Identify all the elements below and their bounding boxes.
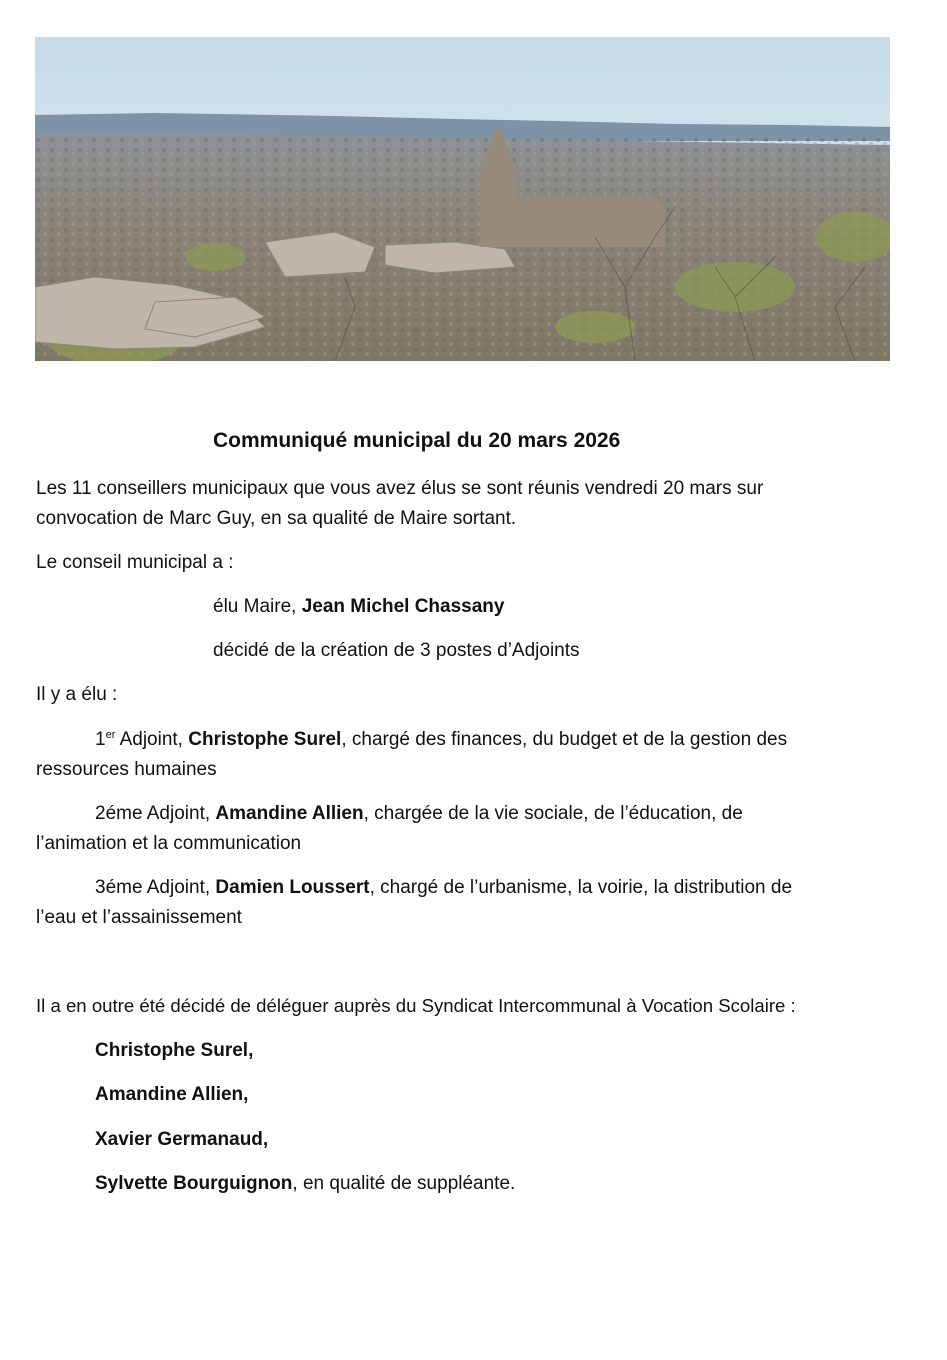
adjoint-1-line2: ressources humaines xyxy=(36,759,217,780)
adjoint-name: Damien Loussert xyxy=(215,877,370,898)
delegate-item xyxy=(95,1080,248,1110)
adjoint-1-line1 xyxy=(95,725,787,755)
council-line: Le conseil municipal a : xyxy=(36,552,234,573)
adjoint-label: Adjoint, xyxy=(142,803,216,824)
delegate-item xyxy=(95,1169,515,1199)
adjoint-role: , chargé des finances, du budget et de la gestion des xyxy=(341,729,788,750)
delegation-line: Il a en outre été décidé de déléguer auprès du Syndicat Intercommunal à Vocation Scolaire : xyxy=(36,995,796,1016)
delegate-name: Amandine Allien, xyxy=(95,1084,249,1105)
delegate-name: Sylvette Bourguignon xyxy=(95,1173,293,1194)
header-photo xyxy=(35,37,890,361)
adjoint-role: , chargée de la vie sociale, de l’éducation, de xyxy=(363,803,743,824)
adjoint-label: Adjoint, xyxy=(115,729,189,750)
adjoint-number: 3éme xyxy=(95,877,143,898)
page-title: Communiqué municipal du 20 mars 2026 xyxy=(213,429,621,452)
adjoint-2-line2: l’animation et la communication xyxy=(36,833,302,854)
delegate-item xyxy=(95,1036,253,1066)
adjoint-sup: er xyxy=(105,729,116,741)
decision-line: décidé de la création de 3 postes d’Adjoints xyxy=(213,640,580,661)
delegate-item xyxy=(95,1125,268,1155)
adjoint-role: , chargé de l’urbanisme, la voirie, la distribution de xyxy=(369,877,793,898)
mayor-name: Jean Michel Chassany xyxy=(301,596,505,617)
adjoint-2-line1 xyxy=(95,799,743,829)
delegate-name: Xavier Germanaud, xyxy=(95,1129,269,1150)
adjoint-label: Adjoint, xyxy=(142,877,216,898)
adjoint-3-line2: l’eau et l’assainissement xyxy=(36,907,242,928)
elected-line: Il y a élu : xyxy=(36,684,118,705)
adjoint-name: Christophe Surel xyxy=(188,729,342,750)
intro-paragraph: Les 11 conseillers municipaux que vous avez élus se sont réunis vendredi 20 mars sur convocation de Marc Guy, en sa qualité de Maire sortant. xyxy=(36,478,764,529)
delegate-name: Christophe Surel, xyxy=(95,1040,254,1061)
adjoint-number: 2éme xyxy=(95,803,143,824)
mayor-line xyxy=(213,592,504,622)
adjoint-name: Amandine Allien xyxy=(215,803,364,824)
delegate-suffix: , en qualité de suppléante. xyxy=(292,1173,516,1194)
adjoint-3-line1 xyxy=(95,873,792,903)
mayor-prefix: élu Maire, xyxy=(213,596,302,617)
adjoint-number: 1 xyxy=(95,729,106,750)
